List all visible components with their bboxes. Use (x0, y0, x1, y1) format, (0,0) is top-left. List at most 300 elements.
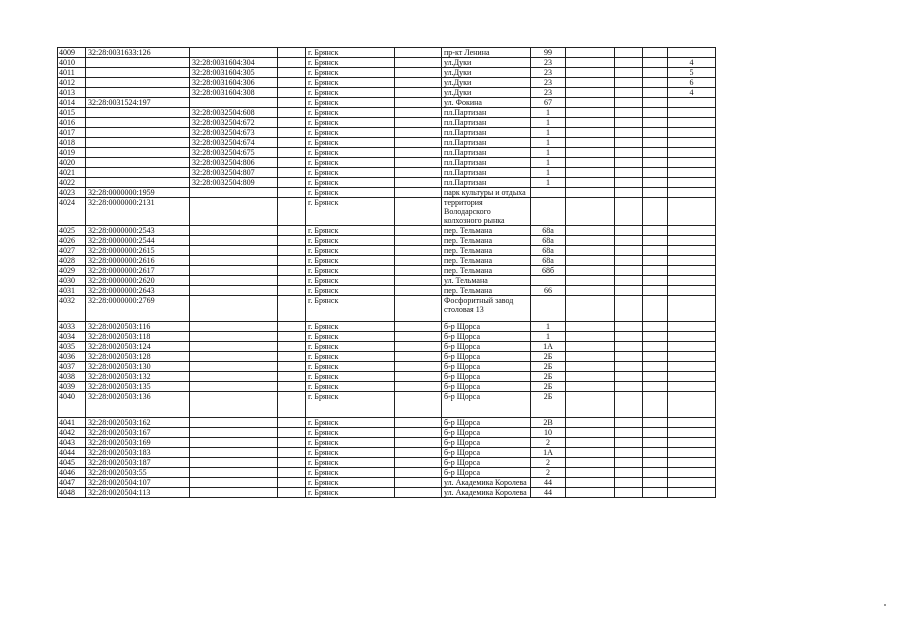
empty-cell (566, 256, 615, 266)
cadastral-number-cell: 32:28:0020503:135 (86, 382, 190, 392)
empty-cell (395, 352, 442, 362)
cadastral-number-cell: 32:28:0020503:136 (86, 392, 190, 418)
empty-cell (615, 372, 643, 382)
empty-cell (278, 108, 306, 118)
table-row (58, 168, 716, 178)
empty-cell (566, 58, 615, 68)
house-number-cell: 1 (531, 322, 566, 332)
empty-cell (278, 372, 306, 382)
cadastral-number-cell: 32:28:0020503:128 (86, 352, 190, 362)
sub-cadastral-number-cell (190, 438, 278, 448)
apartment-number-cell (668, 276, 716, 286)
street-cell: б-р Щорса (442, 322, 531, 332)
sub-cadastral-number-cell (190, 322, 278, 332)
street-cell: б-р Щорса (442, 438, 531, 448)
row-number-cell: 4036 (58, 352, 86, 362)
table-row (58, 276, 716, 286)
empty-cell (566, 362, 615, 372)
empty-cell (615, 478, 643, 488)
table-row (58, 108, 716, 118)
empty-cell (395, 78, 442, 88)
empty-cell (643, 98, 668, 108)
house-number-cell: 67 (531, 98, 566, 108)
empty-cell (615, 168, 643, 178)
empty-cell (615, 188, 643, 198)
apartment-number-cell: 4 (668, 58, 716, 68)
sub-cadastral-number-cell: 32:28:0032504:673 (190, 128, 278, 138)
table-row (58, 428, 716, 438)
empty-cell (278, 428, 306, 438)
empty-cell (278, 448, 306, 458)
empty-cell (643, 266, 668, 276)
empty-cell (615, 488, 643, 498)
apartment-number-cell (668, 266, 716, 276)
sub-cadastral-number-cell (190, 276, 278, 286)
table-row (58, 448, 716, 458)
house-number-cell: 44 (531, 488, 566, 498)
empty-cell (615, 418, 643, 428)
street-cell: ул.Дуки (442, 68, 531, 78)
empty-cell (566, 276, 615, 286)
empty-cell (566, 372, 615, 382)
cadastral-number-cell: 32:28:0000000:1959 (86, 188, 190, 198)
row-number-cell: 4047 (58, 478, 86, 488)
scan-speck (884, 604, 886, 606)
empty-cell (278, 296, 306, 322)
empty-cell (566, 178, 615, 188)
city-cell: г. Брянск (306, 198, 395, 226)
empty-cell (566, 118, 615, 128)
empty-cell (566, 88, 615, 98)
street-cell: пер. Тельмана (442, 236, 531, 246)
empty-cell (643, 322, 668, 332)
empty-cell (566, 236, 615, 246)
empty-cell (278, 236, 306, 246)
sub-cadastral-number-cell: 32:28:0032504:672 (190, 118, 278, 128)
city-cell: г. Брянск (306, 342, 395, 352)
apartment-number-cell (668, 438, 716, 448)
table-row (58, 372, 716, 382)
house-number-cell: 1 (531, 118, 566, 128)
sub-cadastral-number-cell: 32:28:0031604:304 (190, 58, 278, 68)
empty-cell (643, 128, 668, 138)
house-number-cell: 2Б (531, 352, 566, 362)
house-number-cell: 1 (531, 108, 566, 118)
row-number-cell: 4023 (58, 188, 86, 198)
empty-cell (278, 48, 306, 58)
sub-cadastral-number-cell (190, 428, 278, 438)
empty-cell (278, 488, 306, 498)
empty-cell (278, 168, 306, 178)
empty-cell (278, 68, 306, 78)
empty-cell (395, 488, 442, 498)
empty-cell (278, 128, 306, 138)
apartment-number-cell: 5 (668, 68, 716, 78)
sub-cadastral-number-cell (190, 198, 278, 226)
street-cell: ул.Дуки (442, 78, 531, 88)
empty-cell (615, 226, 643, 236)
apartment-number-cell (668, 188, 716, 198)
empty-cell (615, 322, 643, 332)
city-cell: г. Брянск (306, 448, 395, 458)
empty-cell (278, 418, 306, 428)
table-row (58, 322, 716, 332)
cadastral-number-cell: 32:28:0000000:2543 (86, 226, 190, 236)
empty-cell (615, 178, 643, 188)
row-number-cell: 4028 (58, 256, 86, 266)
apartment-number-cell (668, 138, 716, 148)
apartment-number-cell (668, 296, 716, 322)
empty-cell (615, 448, 643, 458)
street-cell: б-р Щорса (442, 428, 531, 438)
empty-cell (566, 286, 615, 296)
cadastral-number-cell (86, 128, 190, 138)
city-cell: г. Брянск (306, 108, 395, 118)
empty-cell (395, 68, 442, 78)
empty-cell (566, 138, 615, 148)
empty-cell (395, 256, 442, 266)
empty-cell (615, 256, 643, 266)
house-number-cell: 1А (531, 342, 566, 352)
cadastral-number-cell: 32:28:0000000:2620 (86, 276, 190, 286)
table-row (58, 178, 716, 188)
empty-cell (615, 286, 643, 296)
house-number-cell: 68а (531, 256, 566, 266)
table-row (58, 68, 716, 78)
row-number-cell: 4021 (58, 168, 86, 178)
city-cell: г. Брянск (306, 266, 395, 276)
city-cell: г. Брянск (306, 88, 395, 98)
empty-cell (566, 352, 615, 362)
sub-cadastral-number-cell (190, 352, 278, 362)
empty-cell (278, 342, 306, 352)
apartment-number-cell (668, 108, 716, 118)
cadastral-number-cell: 32:28:0000000:2616 (86, 256, 190, 266)
empty-cell (395, 428, 442, 438)
street-cell: пл.Партизан (442, 118, 531, 128)
table-row (58, 382, 716, 392)
street-cell: пер. Тельмана (442, 226, 531, 236)
city-cell: г. Брянск (306, 322, 395, 332)
city-cell: г. Брянск (306, 138, 395, 148)
empty-cell (395, 478, 442, 488)
sub-cadastral-number-cell (190, 256, 278, 266)
empty-cell (566, 158, 615, 168)
cadastral-number-cell: 32:28:0020503:167 (86, 428, 190, 438)
row-number-cell: 4025 (58, 226, 86, 236)
empty-cell (395, 382, 442, 392)
house-number-cell: 2Б (531, 362, 566, 372)
sub-cadastral-number-cell (190, 332, 278, 342)
city-cell: г. Брянск (306, 78, 395, 88)
row-number-cell: 4042 (58, 428, 86, 438)
street-cell: б-р Щорса (442, 448, 531, 458)
sub-cadastral-number-cell (190, 478, 278, 488)
table-row (58, 392, 716, 418)
empty-cell (615, 458, 643, 468)
empty-cell (615, 48, 643, 58)
empty-cell (615, 58, 643, 68)
empty-cell (395, 372, 442, 382)
apartment-number-cell (668, 178, 716, 188)
sub-cadastral-number-cell (190, 488, 278, 498)
cadastral-number-cell: 32:28:0020503:55 (86, 468, 190, 478)
sub-cadastral-number-cell (190, 382, 278, 392)
row-number-cell: 4024 (58, 198, 86, 226)
house-number-cell: 2В (531, 418, 566, 428)
street-cell: пер. Тельмана (442, 256, 531, 266)
cadastral-number-cell: 32:28:0020503:130 (86, 362, 190, 372)
house-number-cell: 1 (531, 332, 566, 342)
row-number-cell: 4018 (58, 138, 86, 148)
empty-cell (395, 168, 442, 178)
cadastral-number-cell (86, 168, 190, 178)
empty-cell (615, 468, 643, 478)
row-number-cell: 4012 (58, 78, 86, 88)
table-row (58, 78, 716, 88)
table-row (58, 342, 716, 352)
table-row (58, 438, 716, 448)
cadastral-number-cell (86, 138, 190, 148)
city-cell: г. Брянск (306, 68, 395, 78)
city-cell: г. Брянск (306, 48, 395, 58)
sub-cadastral-number-cell (190, 188, 278, 198)
city-cell: г. Брянск (306, 188, 395, 198)
empty-cell (278, 158, 306, 168)
empty-cell (643, 118, 668, 128)
apartment-number-cell (668, 392, 716, 418)
empty-cell (615, 352, 643, 362)
empty-cell (615, 68, 643, 78)
empty-cell (566, 392, 615, 418)
city-cell: г. Брянск (306, 128, 395, 138)
empty-cell (566, 296, 615, 322)
cadastral-number-cell: 32:28:0020503:124 (86, 342, 190, 352)
empty-cell (278, 392, 306, 418)
table-row (58, 118, 716, 128)
empty-cell (278, 58, 306, 68)
house-number-cell: 2 (531, 438, 566, 448)
empty-cell (566, 128, 615, 138)
apartment-number-cell: 4 (668, 88, 716, 98)
sub-cadastral-number-cell (190, 226, 278, 236)
table-row (58, 226, 716, 236)
row-number-cell: 4016 (58, 118, 86, 128)
city-cell: г. Брянск (306, 362, 395, 372)
table-row (58, 128, 716, 138)
sub-cadastral-number-cell (190, 98, 278, 108)
empty-cell (278, 178, 306, 188)
apartment-number-cell (668, 332, 716, 342)
street-cell: пл.Партизан (442, 128, 531, 138)
sub-cadastral-number-cell (190, 392, 278, 418)
empty-cell (395, 236, 442, 246)
house-number-cell (531, 296, 566, 322)
empty-cell (395, 266, 442, 276)
empty-cell (278, 198, 306, 226)
empty-cell (566, 448, 615, 458)
empty-cell (615, 246, 643, 256)
empty-cell (395, 198, 442, 226)
house-number-cell (531, 188, 566, 198)
city-cell: г. Брянск (306, 256, 395, 266)
empty-cell (395, 158, 442, 168)
street-cell: пл.Партизан (442, 148, 531, 158)
city-cell: г. Брянск (306, 478, 395, 488)
city-cell: г. Брянск (306, 158, 395, 168)
sub-cadastral-number-cell (190, 236, 278, 246)
empty-cell (278, 226, 306, 236)
apartment-number-cell (668, 168, 716, 178)
empty-cell (278, 266, 306, 276)
empty-cell (643, 478, 668, 488)
empty-cell (566, 108, 615, 118)
empty-cell (278, 382, 306, 392)
empty-cell (566, 332, 615, 342)
empty-cell (643, 158, 668, 168)
cadastral-number-cell: 32:28:0031524:197 (86, 98, 190, 108)
sub-cadastral-number-cell (190, 418, 278, 428)
empty-cell (643, 188, 668, 198)
city-cell: г. Брянск (306, 226, 395, 236)
cadastral-number-cell: 32:28:0020503:162 (86, 418, 190, 428)
house-number-cell: 68б (531, 266, 566, 276)
empty-cell (566, 68, 615, 78)
house-number-cell (531, 198, 566, 226)
house-number-cell: 68а (531, 236, 566, 246)
sub-cadastral-number-cell (190, 286, 278, 296)
empty-cell (395, 88, 442, 98)
apartment-number-cell (668, 322, 716, 332)
empty-cell (643, 256, 668, 266)
empty-cell (278, 148, 306, 158)
row-number-cell: 4043 (58, 438, 86, 448)
house-number-cell: 99 (531, 48, 566, 58)
apartment-number-cell (668, 478, 716, 488)
table-row (58, 58, 716, 68)
empty-cell (566, 48, 615, 58)
street-cell: пл.Партизан (442, 108, 531, 118)
row-number-cell: 4027 (58, 246, 86, 256)
street-cell: ул. Академика Королева (442, 478, 531, 488)
empty-cell (395, 226, 442, 236)
empty-cell (643, 438, 668, 448)
table-row (58, 266, 716, 276)
house-number-cell: 1 (531, 128, 566, 138)
street-cell: б-р Щорса (442, 352, 531, 362)
cadastral-number-cell: 32:28:0020503:118 (86, 332, 190, 342)
street-cell: пл.Партизан (442, 138, 531, 148)
street-cell: парк культуры и отдыха (442, 188, 531, 198)
table-row (58, 158, 716, 168)
empty-cell (278, 458, 306, 468)
apartment-number-cell (668, 128, 716, 138)
empty-cell (395, 468, 442, 478)
table-row (58, 198, 716, 226)
empty-cell (643, 428, 668, 438)
street-cell: ул. Тельмана (442, 276, 531, 286)
table-row (58, 256, 716, 266)
empty-cell (643, 458, 668, 468)
empty-cell (566, 418, 615, 428)
sub-cadastral-number-cell (190, 246, 278, 256)
empty-cell (643, 108, 668, 118)
empty-cell (643, 332, 668, 342)
empty-cell (566, 468, 615, 478)
empty-cell (615, 428, 643, 438)
table-row (58, 332, 716, 342)
street-cell: б-р Щорса (442, 372, 531, 382)
row-number-cell: 4044 (58, 448, 86, 458)
house-number-cell: 23 (531, 68, 566, 78)
table-row (58, 246, 716, 256)
apartment-number-cell (668, 342, 716, 352)
empty-cell (278, 276, 306, 286)
street-cell: пл.Партизан (442, 158, 531, 168)
empty-cell (278, 438, 306, 448)
cadastral-number-cell: 32:28:0031633:126 (86, 48, 190, 58)
apartment-number-cell (668, 352, 716, 362)
empty-cell (566, 382, 615, 392)
row-number-cell: 4046 (58, 468, 86, 478)
empty-cell (395, 148, 442, 158)
cadastral-number-cell (86, 108, 190, 118)
sub-cadastral-number-cell: 32:28:0031604:306 (190, 78, 278, 88)
empty-cell (643, 286, 668, 296)
table-row (58, 88, 716, 98)
row-number-cell: 4010 (58, 58, 86, 68)
cadastral-number-cell (86, 88, 190, 98)
house-number-cell: 23 (531, 78, 566, 88)
table-row (58, 138, 716, 148)
city-cell: г. Брянск (306, 168, 395, 178)
apartment-number-cell (668, 148, 716, 158)
empty-cell (643, 68, 668, 78)
row-number-cell: 4048 (58, 488, 86, 498)
empty-cell (566, 98, 615, 108)
sub-cadastral-number-cell: 32:28:0032504:674 (190, 138, 278, 148)
registry-table (57, 47, 716, 498)
row-number-cell: 4026 (58, 236, 86, 246)
empty-cell (395, 128, 442, 138)
empty-cell (615, 236, 643, 246)
empty-cell (566, 438, 615, 448)
house-number-cell: 2 (531, 458, 566, 468)
empty-cell (643, 58, 668, 68)
row-number-cell: 4009 (58, 48, 86, 58)
cadastral-number-cell: 32:28:0020504:113 (86, 488, 190, 498)
cadastral-number-cell (86, 58, 190, 68)
empty-cell (643, 468, 668, 478)
apartment-number-cell (668, 372, 716, 382)
cadastral-number-cell: 32:28:0020503:183 (86, 448, 190, 458)
sub-cadastral-number-cell (190, 468, 278, 478)
city-cell: г. Брянск (306, 458, 395, 468)
city-cell: г. Брянск (306, 246, 395, 256)
city-cell: г. Брянск (306, 468, 395, 478)
sub-cadastral-number-cell (190, 48, 278, 58)
row-number-cell: 4019 (58, 148, 86, 158)
empty-cell (395, 98, 442, 108)
cadastral-number-cell: 32:28:0000000:2544 (86, 236, 190, 246)
empty-cell (395, 418, 442, 428)
apartment-number-cell (668, 362, 716, 372)
city-cell: г. Брянск (306, 372, 395, 382)
apartment-number-cell (668, 236, 716, 246)
house-number-cell: 1 (531, 138, 566, 148)
empty-cell (643, 246, 668, 256)
street-cell: ул.Дуки (442, 88, 531, 98)
